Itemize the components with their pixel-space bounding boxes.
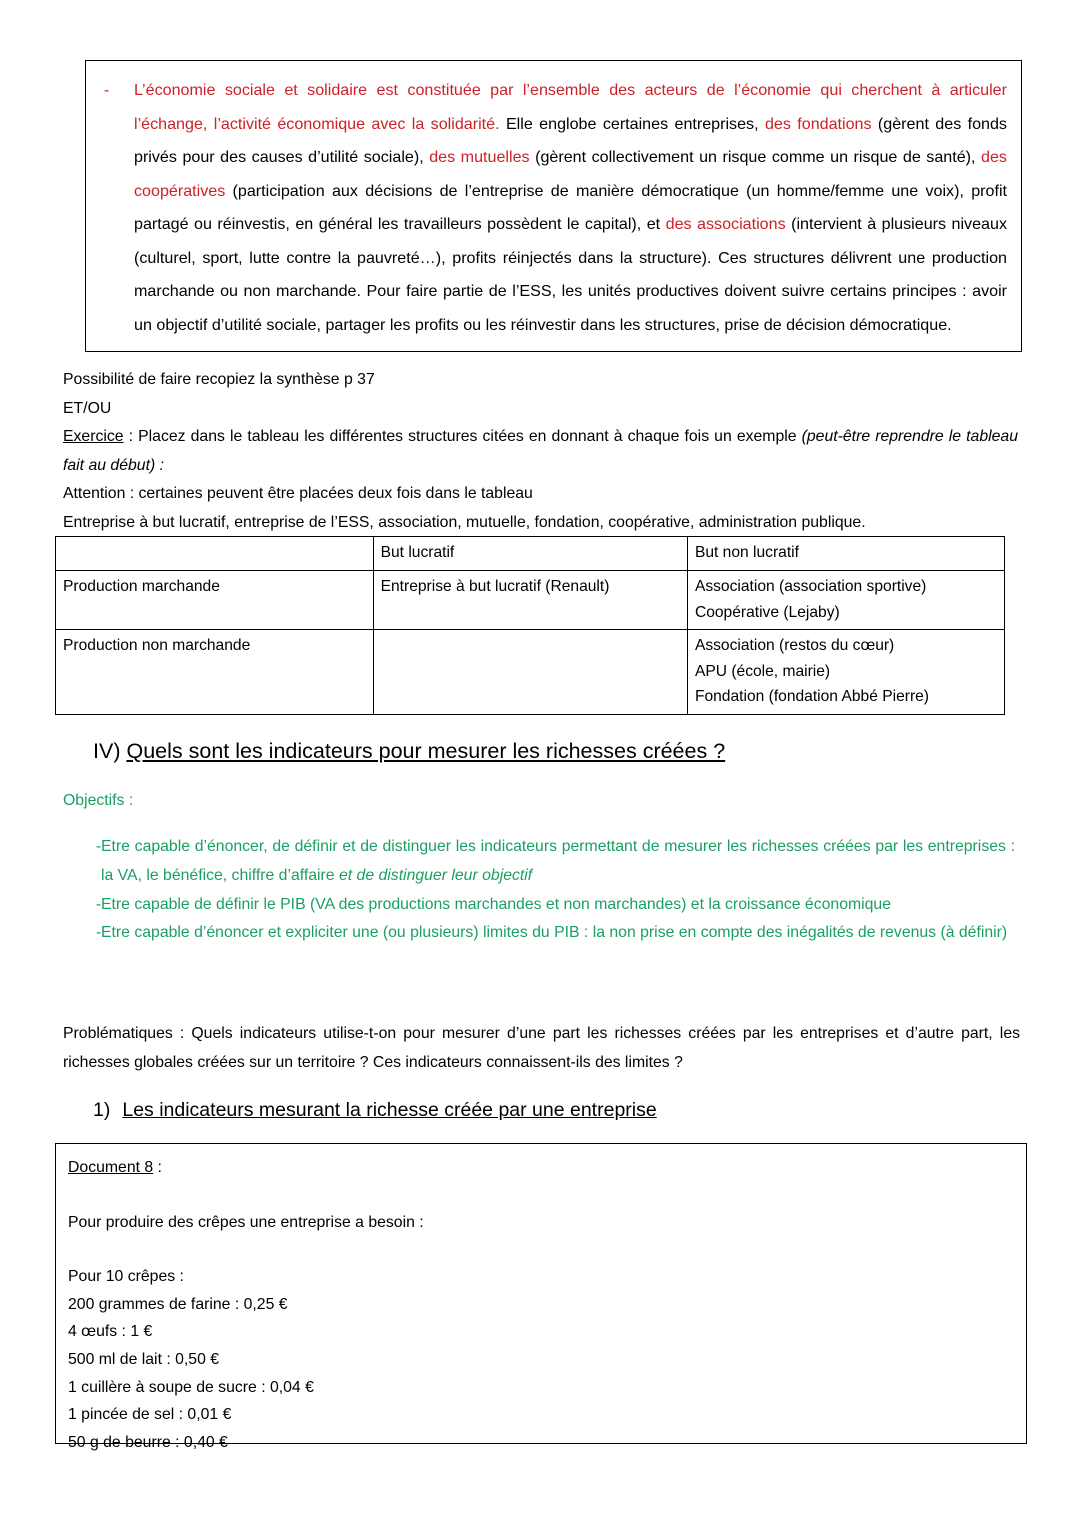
table-row [56,630,1005,715]
line-possibilite: Possibilité de faire recopiez la synthèse p 37 [63,371,375,388]
ingredient-line: 50 g de beurre : 0,40 € [68,1433,228,1451]
ingredient-line: 500 ml de lait : 0,50 € [68,1350,220,1368]
row-label-production-non-marchande: Production non marchande [56,630,374,715]
objectif-plain: Etre capable d’énoncer, de définir et de distinguer les indicateurs permettant de mesurer les richesses créées par les entreprises : la VA, le bénéfice, chiffre d’affaire [101,838,1015,884]
objectif-text [101,833,1018,891]
objectif-text [101,891,1018,920]
bullet-dash-icon: - [96,895,102,913]
heading-section-iv [93,736,725,766]
problematiques-paragraph: Problématiques : Quels indicateurs utilise-t-on pour mesurer d’une part les richesses créées par les entreprises et d’autre part, les richesses globales créées sur un territoire ? Ces indicateurs connaissent-ils des limites ? [63,1025,1020,1071]
intro-lines [63,366,1018,538]
heading-iv-number: IV) [93,739,121,763]
ess-seg-9: (intervient à plusieurs niveaux (culturel, sport, lutte contre la pauvreté…), profits réinjectés dans la structure). Ces structures délivrent une production marchande ou non marchande. Pour faire partie de l’ESS, les unités productives doivent suivre certains principes : avoir un objectif d’utilité sociale, partager les profits ou les réinvestir dans les structures, prise de décision démocratique. [134,215,1007,334]
heading-1-number: 1) [93,1099,111,1121]
objectifs-label: Objectifs : [63,792,134,809]
cell-line: Association (restos du cœur) [694,637,895,654]
ess-definition-text [134,74,1007,342]
cell-non-marchande-lucratif [373,630,687,715]
heading-subsection-1 [93,1096,657,1124]
bullet-dash-icon: - [104,82,110,99]
ingredient-line: 200 grammes de farine : 0,25 € [68,1295,288,1313]
table-row [56,571,1005,630]
heading-iv-title: Quels sont les indicateurs pour mesurer les richesses créées ? [126,739,726,763]
bullet-dash-icon: - [96,838,102,855]
document8-title-label: Document 8 [68,1159,154,1176]
table-header-row [56,537,1005,571]
spacer [68,1182,1014,1209]
exercice-body: : Placez dans le tableau les différentes structures citées en donnant à chaque fois un exemple [123,428,802,446]
document8-intro: Pour produire des crêpes une entreprise a besoin : [68,1213,424,1231]
objectif-plain: Etre capable de définir le PIB (VA des productions marchandes et non marchandes) et la croissance économique [101,895,891,913]
cell-line: Association (association sportive) [694,578,927,595]
cell-marchande-non-lucratif [687,571,1004,630]
ess-seg-1: Elle englobe certaines entreprises, [499,114,765,133]
cell-line: APU (école, mairie) [694,662,831,680]
cell-line: Entreprise à but lucratif (Renault) [380,578,610,595]
line-exercice [63,423,1018,480]
ess-bullet-row [100,74,1007,342]
objectif-text [101,919,1018,948]
table-header-empty [56,537,374,571]
ingredient-line: 4 œufs : 1 € [68,1323,153,1341]
heading-1-title: Les indicateurs mesurant la richesse créée par une entreprise [122,1099,657,1121]
table-header-but-lucratif: But lucratif [373,537,687,571]
list-item [63,891,1018,920]
ess-definition-box [85,60,1022,352]
exercice-label: Exercice [63,428,124,446]
classification-table [55,536,1005,715]
cell-marchande-lucratif [373,571,687,630]
ess-seg-8: des associations [665,215,786,233]
line-structures-list: Entreprise à but lucratif, entreprise de l’ESS, association, mutuelle, fondation, coopérative, administration publique. [63,513,866,531]
row-label-production-marchande: Production marchande [56,571,374,630]
document8-title-suffix: : [153,1159,162,1176]
list-item [63,919,1018,948]
list-item [63,833,1018,891]
ingredient-line: 1 pincée de sel : 0,01 € [68,1406,232,1424]
objectifs-list [63,833,1018,948]
document8-box [55,1143,1027,1451]
ess-seg-6: des coopératives [134,148,1007,200]
ess-seg-3: (gèrent des fonds privés pour des causes d’utilité sociale), [134,114,1007,166]
ingredient-line: 1 cuillère à soupe de sucre : 0,04 € [68,1378,314,1396]
cell-non-marchande-non-lucratif [687,630,1004,715]
table-header-but-non-lucratif: But non lucratif [687,537,1004,571]
ess-seg-0: L’économie sociale et solidaire est constituée par l’ensemble des acteurs de l’économie qui cherchent à articuler l’échange, l’activité économique avec la solidarité. [134,81,1007,133]
cell-line: Coopérative (Lejaby) [694,603,840,621]
ess-seg-5: (gèrent collectivement un risque comme un risque de santé), [529,148,982,166]
ess-seg-2: des fondations [764,114,872,133]
line-et-ou: ET/OU [63,399,112,417]
objectif-plain: Etre capable d’énoncer et expliciter une (ou plusieurs) limites du PIB : la non prise en compte des inégalités de revenus (à définir) [101,924,1008,942]
spacer [68,1236,1014,1263]
ess-seg-4: des mutuelles [429,148,530,166]
objectif-italic: et de distinguer leur objectif [338,866,533,884]
ess-seg-7: (participation aux décisions de l’entreprise de manière démocratique (un homme/femme une voix), profit partagé ou réinvestis, en général les travailleurs possèdent le capital), et [134,181,1007,233]
cell-line: Fondation (fondation Abbé Pierre) [694,688,929,705]
exercice-italic: (peut-être reprendre le tableau fait au début) : [63,428,1018,474]
document8-batch-label: Pour 10 crêpes : [68,1268,184,1286]
bullet-dash-icon: - [96,924,102,942]
document8-title [68,1154,1014,1182]
line-attention: Attention : certaines peuvent être placées deux fois dans le tableau [63,485,533,503]
